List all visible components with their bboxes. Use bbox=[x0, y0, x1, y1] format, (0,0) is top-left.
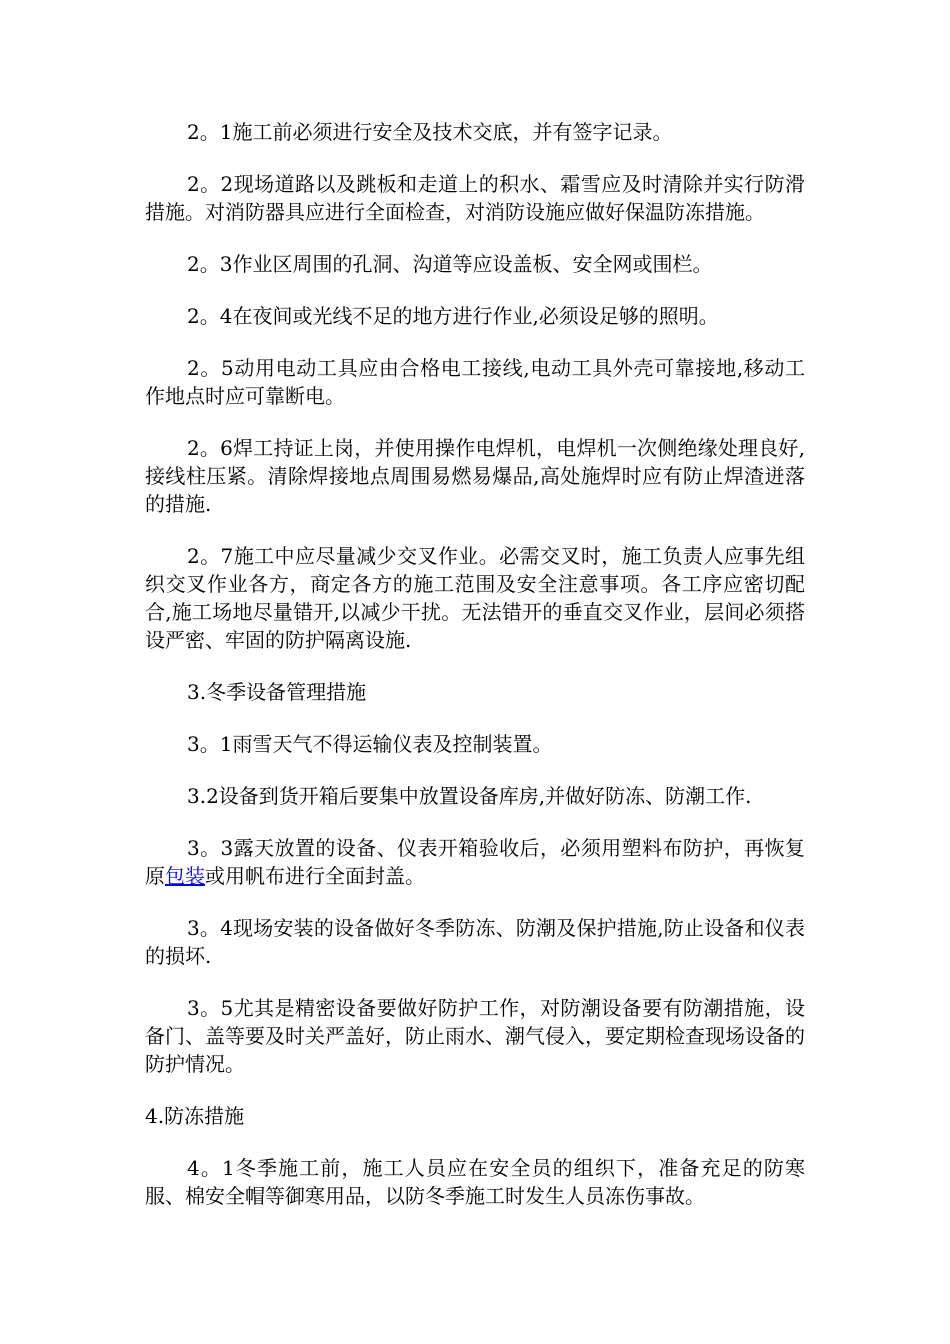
paragraph-3-4: 3。4现场安装的设备做好冬季防冻、防潮及保护措施,防止设备和仪表的损坏. bbox=[145, 916, 805, 968]
paragraph-2-4: 2。4在夜间或光线不足的地方进行作业,必须设足够的照明。 bbox=[187, 304, 719, 328]
paragraph-2-7: 2。7施工中应尽量减少交叉作业。必需交叉时，施工负责人应事先组织交叉作业各方，商定各方的施工范围及安全注意事项。各工序应密切配合,施工场地尽量错开,以减少干扰。无法错开的垂直交叉作业，层间必须搭设严密、牢固的防护隔离设施. bbox=[145, 544, 805, 652]
packaging-link[interactable]: 包装 bbox=[165, 864, 205, 888]
paragraph-2-6: 2。6焊工持证上岗，并使用操作电焊机，电焊机一次侧绝缘处理良好,接线柱压紧。清除焊接地点周围易燃易爆品,高处施焊时应有防止焊渣迸落的措施. bbox=[145, 436, 805, 516]
paragraph-2-1: 2。1施工前必须进行安全及技术交底，并有签字记录。 bbox=[187, 120, 673, 144]
paragraph-3-5: 3。5尤其是精密设备要做好防护工作，对防潮设备要有防潮措施，设备门、盖等要及时关严盖好，防止雨水、潮气侵入，要定期检查现场设备的防护情况。 bbox=[145, 996, 805, 1076]
paragraph-3-3-text-before: 3。3露天放置的设备、仪表开箱验收后，必须用塑料布防护，再恢复原 bbox=[145, 836, 805, 888]
paragraph-3-1: 3。1雨雪天气不得运输仪表及控制装置。 bbox=[187, 732, 553, 756]
paragraph-2-5: 2。5动用电动工具应由合格电工接线,电动工具外壳可靠接地,移动工作地点时应可靠断电。 bbox=[145, 356, 805, 408]
paragraph-3-3 bbox=[145, 834, 805, 890]
paragraph-2-3: 2。3作业区周围的孔洞、沟道等应设盖板、安全网或围栏。 bbox=[187, 252, 713, 276]
paragraph-3-3-text-after: 或用帆布进行全面封盖。 bbox=[205, 864, 425, 888]
paragraph-2-2: 2。2现场道路以及跳板和走道上的积水、霜雪应及时清除并实行防滑措施。对消防器具应进行全面检查，对消防设施应做好保温防冻措施。 bbox=[145, 172, 805, 224]
document-body bbox=[145, 118, 805, 1234]
section-heading-4: 4.防冻措施 bbox=[145, 1104, 245, 1128]
paragraph-4-1: 4。1冬季施工前，施工人员应在安全员的组织下，准备充足的防寒服、棉安全帽等御寒用品，以防冬季施工时发生人员冻伤事故。 bbox=[145, 1156, 805, 1208]
paragraph-3-2: 3.2设备到货开箱后要集中放置设备库房,并做好防冻、防潮工作. bbox=[187, 784, 752, 808]
section-heading-3: 3.冬季设备管理措施 bbox=[187, 680, 367, 704]
